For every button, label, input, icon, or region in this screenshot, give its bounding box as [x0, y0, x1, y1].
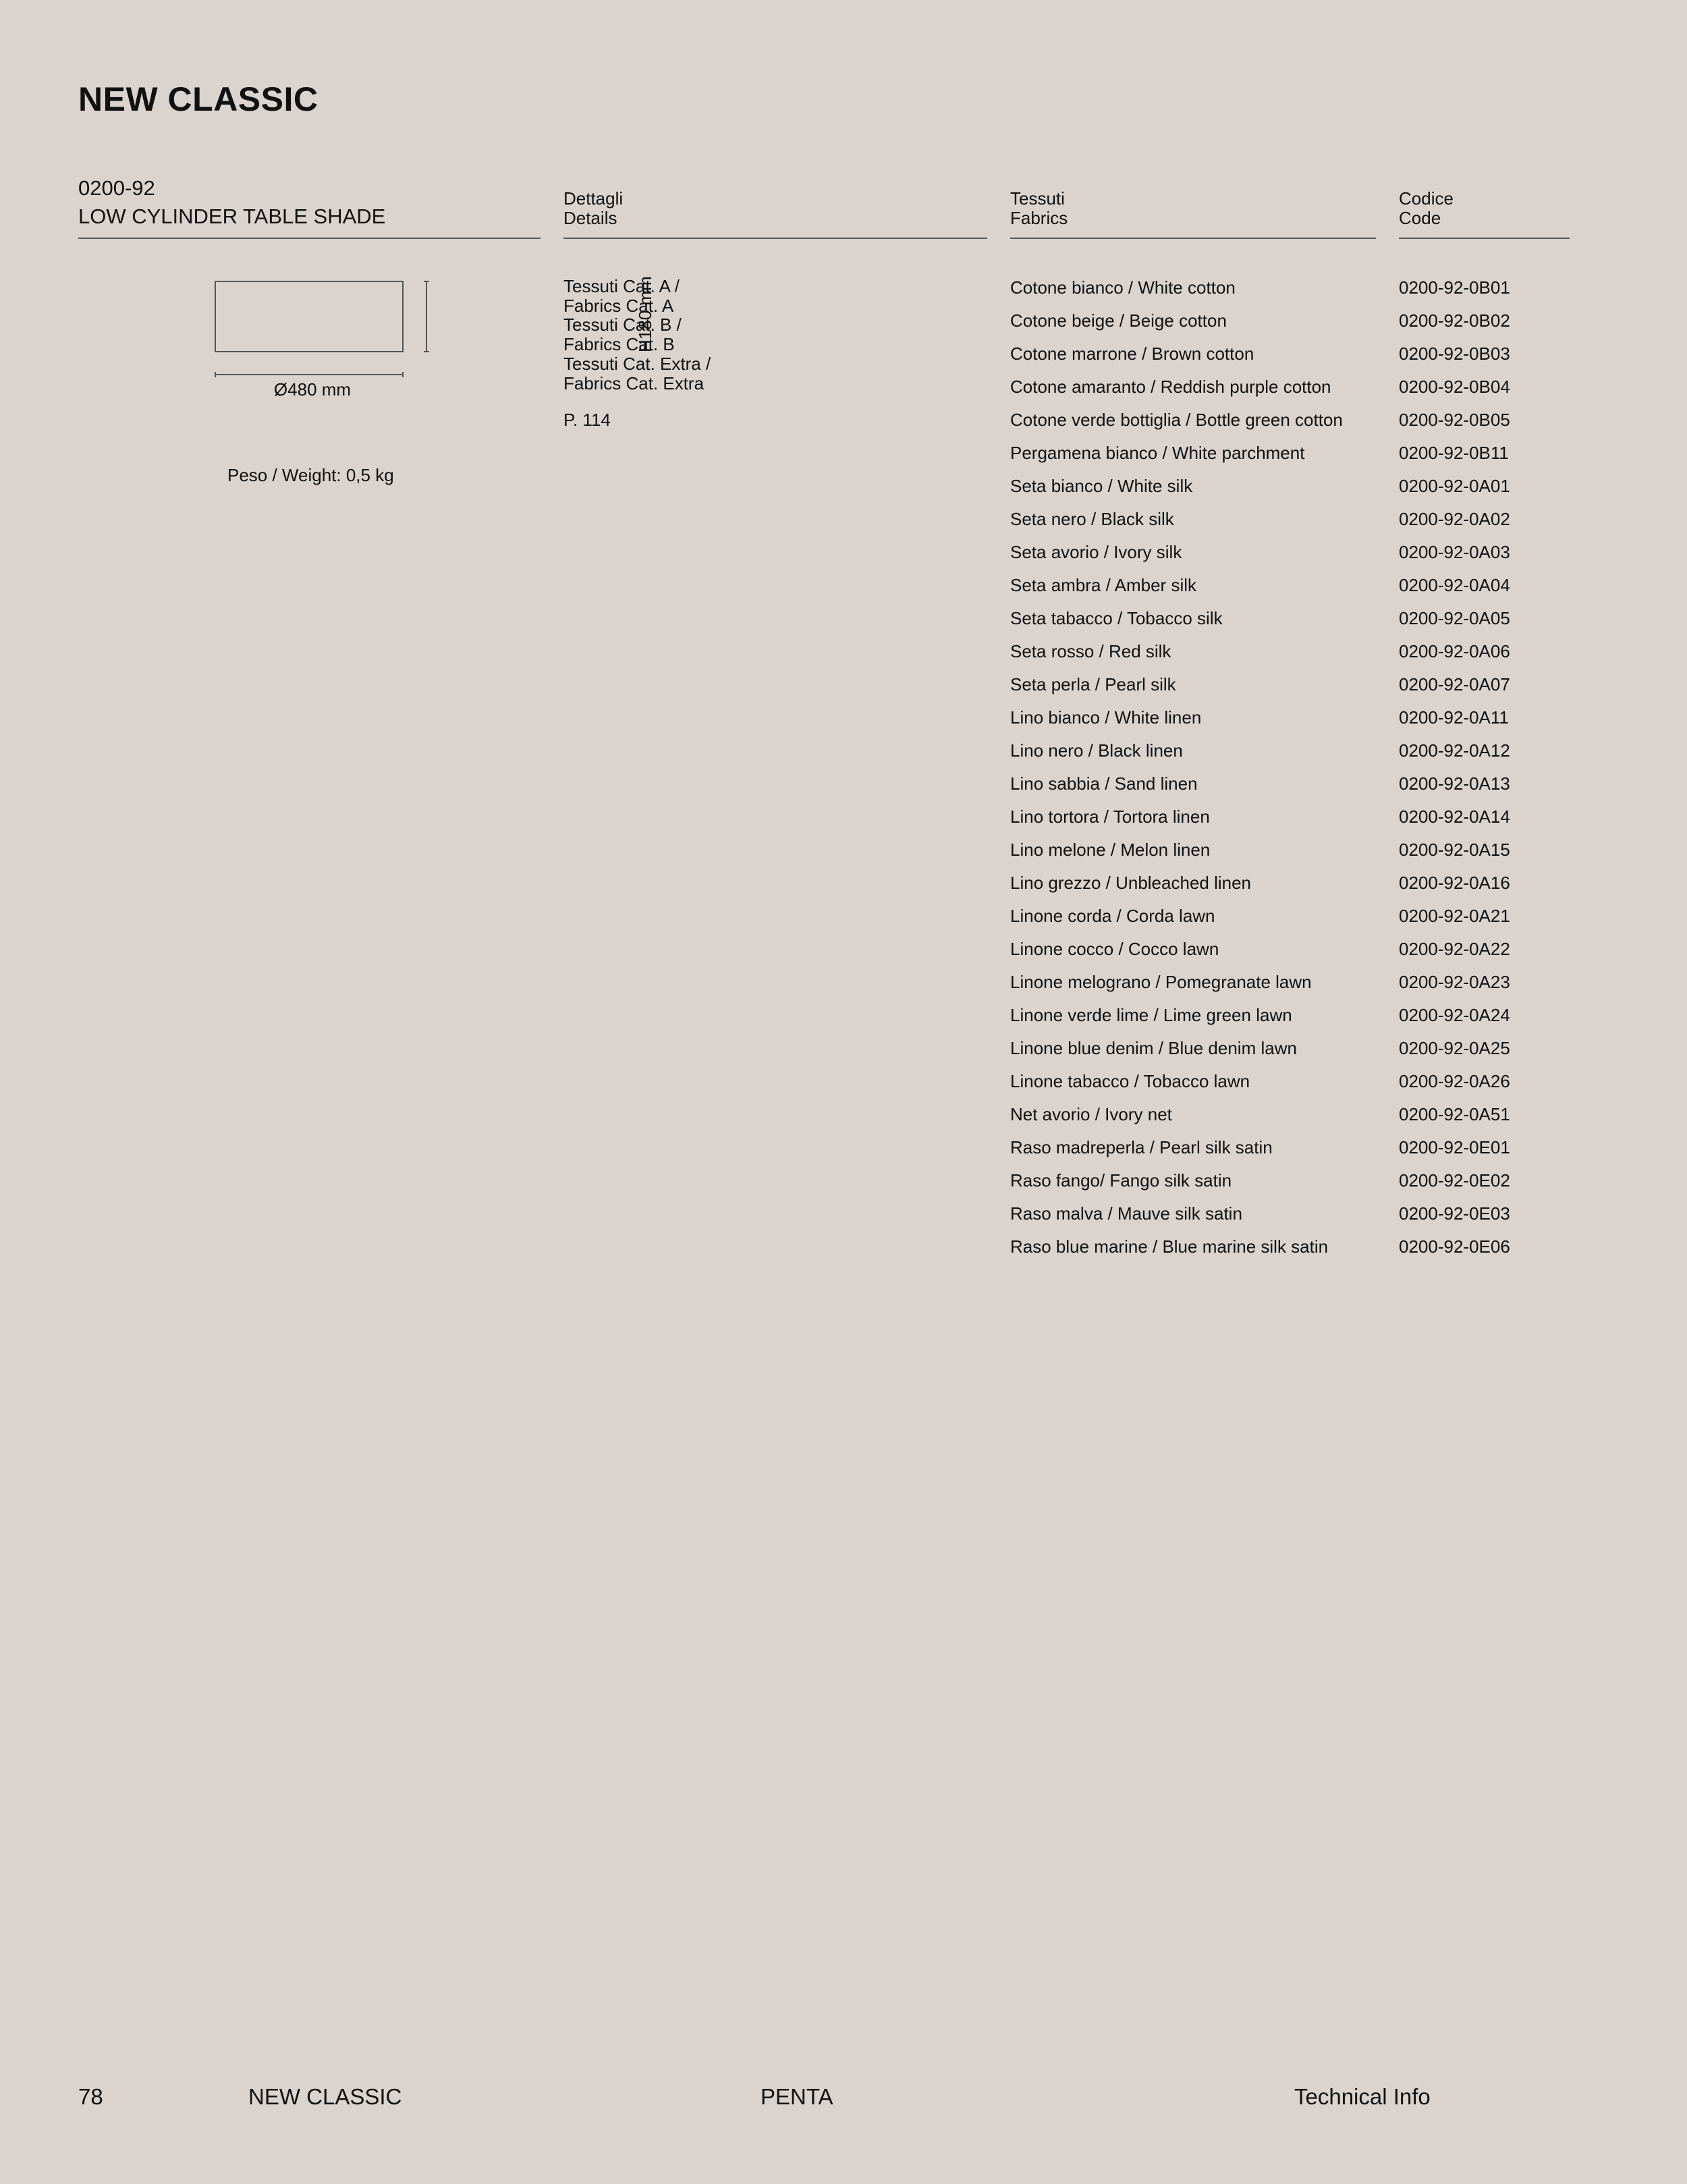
product-name: LOW CYLINDER TABLE SHADE: [78, 204, 386, 228]
fabric-code: 0200-92-0A22: [1399, 939, 1510, 959]
footer-section: NEW CLASSIC: [248, 2084, 402, 2109]
details-header-rule: [563, 238, 987, 239]
fabric-name: Seta nero / Black silk: [1010, 509, 1174, 529]
fabric-code: 0200-92-0A03: [1399, 542, 1510, 562]
fabric-code: 0200-92-0E02: [1399, 1170, 1510, 1191]
fabric-code: 0200-92-0A15: [1399, 840, 1510, 860]
height-label: H180 mm: [635, 276, 655, 352]
fabric-name: Seta perla / Pearl silk: [1010, 674, 1176, 694]
product-header: [78, 174, 385, 231]
fabric-code: 0200-92-0A26: [1399, 1071, 1510, 1091]
fabric-name: Seta rosso / Red silk: [1010, 641, 1171, 661]
details-header-it: Dettagli: [563, 188, 624, 209]
fabric-name: Linone melograno / Pomegranate lawn: [1010, 972, 1312, 992]
code-header-it: Codice: [1399, 188, 1454, 209]
fabric-code: 0200-92-0B04: [1399, 377, 1510, 397]
fabric-name: Cotone marrone / Brown cotton: [1010, 344, 1254, 364]
code-header-en: Code: [1399, 208, 1441, 228]
fabric-name: Lino nero / Black linen: [1010, 740, 1183, 761]
fabric-code: 0200-92-0A13: [1399, 773, 1510, 794]
diameter-label: Ø480 mm: [273, 379, 352, 400]
fabric-name: Raso blue marine / Blue marine silk satin: [1010, 1236, 1329, 1257]
shade-outline: [215, 281, 403, 352]
fabric-name: Linone tabacco / Tobacco lawn: [1010, 1071, 1250, 1091]
fabric-name: Seta ambra / Amber silk: [1010, 575, 1196, 595]
code-header-rule: [1399, 238, 1570, 239]
fabric-code: 0200-92-0B02: [1399, 310, 1510, 331]
fabric-name: Linone verde lime / Lime green lawn: [1010, 1005, 1292, 1025]
fabric-name: Linone cocco / Cocco lawn: [1010, 939, 1219, 959]
fabrics-column-header: [1010, 189, 1068, 228]
product-code: 0200-92: [78, 176, 155, 200]
fabric-code: 0200-92-0B03: [1399, 344, 1510, 364]
fabrics-header-rule: [1010, 238, 1376, 239]
fabric-code: 0200-92-0A21: [1399, 906, 1510, 926]
fabric-name: Lino grezzo / Unbleached linen: [1010, 873, 1252, 893]
fabric-name: Linone blue denim / Blue denim lawn: [1010, 1038, 1297, 1058]
collection-title: NEW CLASSIC: [78, 80, 319, 118]
fabric-code: 0200-92-0B05: [1399, 410, 1510, 430]
details-line: Fabrics Cat. Extra: [563, 373, 704, 393]
fabric-code: 0200-92-0E06: [1399, 1236, 1510, 1257]
fabric-name: Seta avorio / Ivory silk: [1010, 542, 1182, 562]
details-header-en: Details: [563, 208, 617, 228]
details-line: Tessuti Cat. B /: [563, 315, 682, 335]
fabric-code: 0200-92-0A25: [1399, 1038, 1510, 1058]
code-column-header: [1399, 189, 1454, 228]
fabric-name: Lino tortora / Tortora linen: [1010, 807, 1210, 827]
footer-label: Technical Info: [1294, 2084, 1431, 2109]
fabric-name: Net avorio / Ivory net: [1010, 1104, 1172, 1124]
fabric-name: Raso madreperla / Pearl silk satin: [1010, 1137, 1273, 1157]
fabric-code: 0200-92-0A05: [1399, 608, 1510, 628]
fabric-code: 0200-92-0A11: [1399, 707, 1509, 728]
details-line: Fabrics Cat. B: [563, 334, 675, 355]
fabric-list: [1010, 277, 1388, 1276]
product-header-rule: [78, 238, 541, 239]
fabric-code: 0200-92-0E03: [1399, 1203, 1510, 1224]
footer-brand: PENTA: [760, 2084, 833, 2109]
fabric-name: Raso fango/ Fango silk satin: [1010, 1170, 1232, 1191]
details-line: Fabrics Cat. A: [563, 295, 674, 316]
fabric-code: 0200-92-0B11: [1399, 443, 1509, 463]
fabric-code: 0200-92-0A51: [1399, 1104, 1510, 1124]
fabric-code: 0200-92-0A14: [1399, 807, 1510, 827]
fabric-code: 0200-92-0A06: [1399, 641, 1510, 661]
fabrics-header-en: Fabrics: [1010, 208, 1068, 228]
fabric-name: Cotone verde bottiglia / Bottle green cotton: [1010, 410, 1343, 430]
fabric-name: Raso malva / Mauve silk satin: [1010, 1203, 1242, 1224]
fabric-name: Lino bianco / White linen: [1010, 707, 1202, 728]
fabric-name: Cotone beige / Beige cotton: [1010, 310, 1227, 331]
details-column-header: [563, 189, 623, 228]
fabric-code: 0200-92-0B01: [1399, 277, 1510, 298]
fabric-name: Lino sabbia / Sand linen: [1010, 773, 1198, 794]
fabric-code: 0200-92-0A02: [1399, 509, 1510, 529]
fabric-name: Seta tabacco / Tobacco silk: [1010, 608, 1223, 628]
fabric-code: 0200-92-0E01: [1399, 1137, 1510, 1157]
fabric-code: 0200-92-0A04: [1399, 575, 1510, 595]
fabric-code: 0200-92-0A24: [1399, 1005, 1510, 1025]
fabric-code: 0200-92-0A12: [1399, 740, 1510, 761]
details-text: [563, 277, 711, 430]
fabrics-header-it: Tessuti: [1010, 188, 1065, 209]
fabric-code: 0200-92-0A01: [1399, 476, 1510, 496]
footer-page-number: 78: [78, 2084, 103, 2109]
fabric-name: Cotone bianco / White cotton: [1010, 277, 1236, 298]
fabric-code: 0200-92-0A16: [1399, 873, 1510, 893]
details-line: Tessuti Cat. A /: [563, 276, 680, 296]
code-list: [1399, 277, 1588, 1276]
fabric-code: 0200-92-0A07: [1399, 674, 1510, 694]
fabric-name: Seta bianco / White silk: [1010, 476, 1193, 496]
fabric-name: Linone corda / Corda lawn: [1010, 906, 1215, 926]
fabric-name: Cotone amaranto / Reddish purple cotton: [1010, 377, 1331, 397]
fabric-name: Pergamena bianco / White parchment: [1010, 443, 1305, 463]
fabric-name: Lino melone / Melon linen: [1010, 840, 1211, 860]
fabric-code: 0200-92-0A23: [1399, 972, 1510, 992]
weight-label: Peso / Weight: 0,5 kg: [227, 465, 394, 485]
details-page-ref: P. 114: [563, 410, 611, 431]
details-line: Tessuti Cat. Extra /: [563, 353, 711, 374]
